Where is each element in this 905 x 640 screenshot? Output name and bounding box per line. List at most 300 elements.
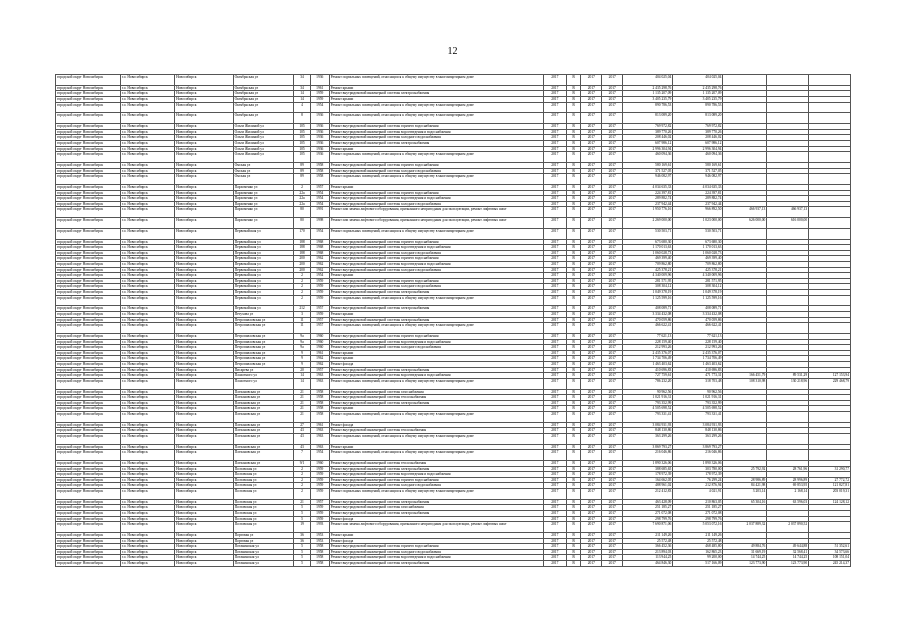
cell-year-built: 1936	[310, 140, 329, 146]
cell-house: 11	[294, 323, 311, 334]
cell-house: 8	[294, 113, 311, 124]
cell-municipality: городской округ Новосибирск	[56, 378, 121, 389]
cell-total-cost: 2 435 298,76	[623, 85, 673, 91]
cell-work-type: Ремонт подвальных помещений, относящихся к общему имуществу в многоквартирном доме	[329, 323, 543, 334]
cell-city: Новосибирск	[175, 146, 234, 152]
cell-total-cost: 1 463 403,62	[623, 361, 673, 367]
cell-house: 2	[294, 295, 311, 306]
cell-cost-owners	[723, 152, 767, 163]
cell-total-cost: 271 072,08	[623, 511, 673, 517]
cell-end-year: 2017	[602, 522, 623, 533]
cell-work-type: Ремонт подвальных помещений, относящихся к общему имуществу в многоквартирном доме	[329, 450, 543, 461]
cell-end-year: 2017	[602, 356, 623, 362]
cell-start-year: 2017	[543, 256, 566, 262]
cell-end-year: 2017	[602, 373, 623, 379]
cell-work-type: Ремонт внутридомовой инженерной системы электроснабжения	[329, 290, 543, 296]
cell-start-year: 2017	[543, 533, 566, 539]
cell-settlement: г.о. Новосибирск	[120, 522, 174, 533]
cell-city: Новосибирск	[175, 75, 234, 86]
cell-plan-year: 2017	[581, 334, 602, 340]
cell-type: В	[566, 174, 581, 185]
cell-type: В	[566, 168, 581, 174]
cell-municipality: городской округ Новосибирск	[56, 228, 121, 239]
cell-year-built: 1963	[310, 428, 329, 434]
cell-year-built: 1954	[310, 450, 329, 461]
cell-settlement: г.о. Новосибирск	[120, 533, 174, 539]
cell-end-year: 2017	[602, 174, 623, 185]
cell-work-type: Ремонт внутридомовой инженерной системы горячего водоснабжения	[329, 124, 543, 130]
cell-cost-fund: 289 882,74	[673, 196, 723, 202]
cell-cost-other: 34 573,66	[809, 549, 851, 555]
cell-municipality: городской округ Новосибирск	[56, 207, 121, 218]
cell-settlement: г.о. Новосибирск	[120, 422, 174, 428]
cell-street: Первомайская ул	[233, 278, 294, 284]
cell-house: 21	[294, 400, 311, 406]
cell-settlement: г.о. Новосибирск	[120, 555, 174, 561]
cell-street: Потанинская ул	[233, 561, 294, 567]
cell-settlement: г.о. Новосибирск	[120, 499, 174, 505]
cell-municipality: городской округ Новосибирск	[56, 345, 121, 351]
cell-cost-fund: 99 200,00	[673, 555, 723, 561]
cell-city: Новосибирск	[175, 472, 234, 478]
cell-end-year: 2017	[602, 466, 623, 472]
cell-year-built: 1936	[310, 152, 329, 163]
cell-cost-fund: 410 696,83	[673, 367, 723, 373]
cell-total-cost: 90 962,56	[623, 389, 673, 395]
cell-work-type: Ремонт внутридомовой инженерной системы водоотведения и водоснабжения	[329, 129, 543, 135]
cell-cost-budget: 14 744,25	[767, 555, 809, 561]
cell-municipality: городской округ Новосибирск	[56, 91, 121, 97]
cell-municipality: городской округ Новосибирск	[56, 75, 121, 86]
cell-end-year: 2017	[602, 207, 623, 218]
cell-settlement: г.о. Новосибирск	[120, 466, 174, 472]
cell-plan-year: 2017	[581, 190, 602, 196]
cell-type: В	[566, 367, 581, 373]
cell-type: В	[566, 334, 581, 340]
cell-start-year: 2017	[543, 129, 566, 135]
cell-settlement: г.о. Новосибирск	[120, 184, 174, 190]
cell-city: Новосибирск	[175, 312, 234, 318]
cell-type: В	[566, 466, 581, 472]
cell-street: Ольги Жилиной ул	[233, 146, 294, 152]
cell-work-type: Ремонт внутридомовой инженерной системы холодного водоснабжения	[329, 284, 543, 290]
cell-city: Новосибирск	[175, 267, 234, 273]
cell-year-built: 1953	[310, 533, 329, 539]
cell-start-year: 2017	[543, 411, 566, 422]
cell-type: В	[566, 505, 581, 511]
cell-plan-year: 2017	[581, 422, 602, 428]
cell-total-cost: 848 130,86	[623, 428, 673, 434]
cell-cost-budget: 49 644,88	[767, 544, 809, 550]
cell-year-built: 1959	[310, 312, 329, 318]
cell-street: Петропавловская ул	[233, 345, 294, 351]
cell-cost-fund: 1 135 207,09	[673, 91, 723, 97]
cell-start-year: 2017	[543, 75, 566, 86]
cell-cost-fund: 769 972,82	[673, 124, 723, 130]
cell-start-year: 2017	[543, 245, 566, 251]
cell-end-year: 2017	[602, 306, 623, 312]
cell-cost-budget: 466 937,13	[767, 207, 809, 218]
cell-city: Новосибирск	[175, 549, 234, 555]
cell-work-type: Ремонт фасада	[329, 422, 543, 428]
cell-total-cost: 1 060 028,73	[623, 250, 673, 256]
cell-city: Новосибирск	[175, 356, 234, 362]
cell-cost-fund: 211 149,26	[673, 533, 723, 539]
table-row	[56, 218, 851, 229]
cell-house: 43	[294, 444, 311, 450]
cell-cost-fund: 890 786,53	[673, 102, 723, 113]
cell-year-built: 1963	[310, 373, 329, 379]
cell-municipality: городской округ Новосибирск	[56, 422, 121, 428]
cell-end-year: 2017	[602, 339, 623, 345]
cell-start-year: 2017	[543, 262, 566, 268]
cell-cost-other: 31 290,77	[809, 466, 851, 472]
cell-cost-other	[809, 522, 851, 533]
cell-start-year: 2017	[543, 146, 566, 152]
cell-street: Портовая ул	[233, 538, 294, 544]
cell-type: В	[566, 96, 581, 102]
cell-work-type: Ремонт внутридомовой инженерной системы электроснабжения	[329, 499, 543, 505]
cell-type: В	[566, 201, 581, 207]
cell-settlement: г.о. Новосибирск	[120, 334, 174, 340]
cell-street: Омская ул	[233, 162, 294, 168]
cell-city: Новосибирск	[175, 135, 234, 141]
cell-type: В	[566, 267, 581, 273]
cell-year-built: 1936	[310, 124, 329, 130]
cell-plan-year: 2017	[581, 239, 602, 245]
cell-year-built: 1963	[310, 378, 329, 389]
cell-cost-fund: 371 527,05	[673, 168, 723, 174]
cell-plan-year: 2017	[581, 168, 602, 174]
cell-end-year: 2017	[602, 461, 623, 467]
cell-cost-fund: 3 869 793,27	[673, 444, 723, 450]
cell-year-built: 1968	[310, 250, 329, 256]
cell-end-year: 2017	[602, 146, 623, 152]
cell-street: Пархоменко ул	[233, 190, 294, 196]
cell-street: Плехановская ул	[233, 433, 294, 444]
cell-year-built: 1959	[310, 466, 329, 472]
cell-house: 3	[294, 312, 311, 318]
cell-settlement: г.о. Новосибирск	[120, 85, 174, 91]
cell-street: Первомайская ул	[233, 290, 294, 296]
cell-house: 2	[294, 477, 311, 483]
cell-street: Плехановская ул	[233, 395, 294, 401]
cell-type: В	[566, 544, 581, 550]
cell-end-year: 2017	[602, 113, 623, 124]
cell-year-built: 1958	[310, 406, 329, 412]
cell-city: Новосибирск	[175, 290, 234, 296]
cell-plan-year: 2017	[581, 472, 602, 478]
cell-start-year: 2017	[543, 190, 566, 196]
cell-work-type: Ремонт крыши	[329, 350, 543, 356]
cell-type: В	[566, 317, 581, 323]
cell-total-cost: 463 428,09	[623, 499, 673, 505]
cell-end-year: 2017	[602, 312, 623, 318]
cell-house: 200	[294, 267, 311, 273]
cell-cost-fund: 1 125 599,16	[673, 295, 723, 306]
cell-settlement: г.о. Новосибирск	[120, 361, 174, 367]
cell-cost-fund: 363 299,26	[673, 433, 723, 444]
cell-total-cost: 363 299,26	[623, 433, 673, 444]
cell-municipality: городской округ Новосибирск	[56, 511, 121, 517]
cell-end-year: 2017	[602, 295, 623, 306]
cell-house: 9	[294, 361, 311, 367]
cell-work-type: Ремонт внутридомовой инженерной системы газоснабжения	[329, 389, 543, 395]
cell-city: Новосибирск	[175, 239, 234, 245]
cell-total-cost: 224 397,81	[623, 190, 673, 196]
cell-cost-fund: 408 089,71	[673, 306, 723, 312]
cell-house: 14	[294, 96, 311, 102]
cell-house: 14	[294, 378, 311, 389]
cell-settlement: г.о. Новосибирск	[120, 339, 174, 345]
cell-work-type: Ремонт внутридомовой инженерной системы холодного водоснабжения	[329, 201, 543, 207]
cell-work-type: Ремонт внутридомовой инженерной системы электроснабжения	[329, 561, 543, 567]
cell-house: 2	[294, 184, 311, 190]
cell-house: 9/1	[294, 461, 311, 467]
cell-start-year: 2017	[543, 290, 566, 296]
cell-start-year: 2017	[543, 555, 566, 561]
cell-year-built: 1959	[310, 96, 329, 102]
cell-city: Новосибирск	[175, 538, 234, 544]
cell-total-cost: 211 149,26	[623, 533, 673, 539]
cell-municipality: городской округ Новосибирск	[56, 129, 121, 135]
cell-street: Пархоменко ул	[233, 218, 294, 229]
cell-year-built: 1962	[310, 361, 329, 367]
cell-end-year: 2017	[602, 477, 623, 483]
cell-settlement: г.о. Новосибирск	[120, 102, 174, 113]
cell-house: 11	[294, 317, 311, 323]
cell-city: Новосибирск	[175, 395, 234, 401]
cell-cost-budget	[767, 323, 809, 334]
cell-house: 105	[294, 152, 311, 163]
cell-type: В	[566, 262, 581, 268]
cell-city: Новосибирск	[175, 306, 234, 312]
cell-plan-year: 2017	[581, 561, 602, 567]
cell-city: Новосибирск	[175, 91, 234, 97]
cell-total-cost: 389 770,26	[623, 129, 673, 135]
cell-street: Плахотного ул	[233, 378, 294, 389]
cell-municipality: городской округ Новосибирск	[56, 306, 121, 312]
cell-type: В	[566, 489, 581, 500]
cell-city: Новосибирск	[175, 561, 234, 567]
cell-plan-year: 2017	[581, 522, 602, 533]
cell-work-type: Ремонт внутридомовой инженерной системы теплоснабжения	[329, 461, 543, 467]
cell-year-built: 1958	[310, 174, 329, 185]
cell-plan-year: 2017	[581, 538, 602, 544]
cell-type: В	[566, 218, 581, 229]
cell-start-year: 2017	[543, 162, 566, 168]
cell-house: 21	[294, 406, 311, 412]
cell-year-built: 1936	[310, 146, 329, 152]
cell-cost-fund: 1 023 000,00	[673, 218, 723, 229]
cell-cost-owners: 49 884,76	[723, 544, 767, 550]
cell-settlement: г.о. Новосибирск	[120, 356, 174, 362]
cell-type: В	[566, 273, 581, 279]
cell-start-year: 2017	[543, 472, 566, 478]
cell-municipality: городской округ Новосибирск	[56, 477, 121, 483]
cell-total-cost: 946 082,97	[623, 174, 673, 185]
cell-house: 4	[294, 102, 311, 113]
cell-work-type: Ремонт подвальных помещений, относящихся к общему имуществу в многоквартирном доме	[329, 174, 543, 185]
cell-start-year: 2017	[543, 184, 566, 190]
cell-city: Новосибирск	[175, 284, 234, 290]
cell-city: Новосибирск	[175, 516, 234, 522]
cell-year-built: 1954	[310, 102, 329, 113]
cell-settlement: г.о. Новосибирск	[120, 395, 174, 401]
cell-house: 89	[294, 168, 311, 174]
cell-end-year: 2017	[602, 450, 623, 461]
cell-start-year: 2017	[543, 85, 566, 91]
cell-end-year: 2017	[602, 152, 623, 163]
cell-end-year: 2017	[602, 256, 623, 262]
cell-total-cost: 580 169,61	[623, 162, 673, 168]
cell-cost-other: 108 151,04	[809, 555, 851, 561]
cell-cost-owners: 108 310,98	[723, 378, 767, 389]
cell-municipality: городской округ Новосибирск	[56, 196, 121, 202]
cell-type: В	[566, 135, 581, 141]
cell-total-cost: 298 799,76	[623, 516, 673, 522]
cell-end-year: 2017	[602, 239, 623, 245]
cell-city: Новосибирск	[175, 162, 234, 168]
cell-total-cost: 1 170 013,63	[623, 245, 673, 251]
cell-total-cost: 366 452,36	[623, 544, 673, 550]
cell-type: В	[566, 140, 581, 146]
cell-end-year: 2017	[602, 334, 623, 340]
cell-settlement: г.о. Новосибирск	[120, 411, 174, 422]
cell-work-type: Ремонт подвальных помещений, относящихся к общему имуществу в многоквартирном доме	[329, 489, 543, 500]
cell-settlement: г.о. Новосибирск	[120, 516, 174, 522]
cell-start-year: 2017	[543, 489, 566, 500]
cell-start-year: 2017	[543, 373, 566, 379]
cell-end-year: 2017	[602, 168, 623, 174]
cell-total-cost: 673 680,30	[623, 239, 673, 245]
cell-house: 2	[294, 284, 311, 290]
cell-start-year: 2017	[543, 466, 566, 472]
cell-work-type: Ремонт подвальных помещений, относящихся к общему имуществу в многоквартирном доме	[329, 433, 543, 444]
cell-end-year: 2017	[602, 428, 623, 434]
cell-total-cost: 4 340 009,96	[623, 273, 673, 279]
cell-municipality: городской округ Новосибирск	[56, 284, 121, 290]
cell-cost-budget: 2 168,14	[767, 489, 809, 500]
cell-cost-fund: 298 799,76	[673, 516, 723, 522]
cell-plan-year: 2017	[581, 278, 602, 284]
cell-city: Новосибирск	[175, 273, 234, 279]
cell-settlement: г.о. Новосибирск	[120, 350, 174, 356]
cell-house: 9а	[294, 345, 311, 351]
cell-year-built: 1958	[310, 168, 329, 174]
cell-city: Новосибирск	[175, 102, 234, 113]
cell-year-built: 1959	[310, 489, 329, 500]
cell-start-year: 2017	[543, 168, 566, 174]
cell-cost-other: 27 772,72	[809, 477, 851, 483]
cell-total-cost: 1 021 916,31	[623, 395, 673, 401]
cell-house: 105	[294, 135, 311, 141]
cell-start-year: 2017	[543, 140, 566, 146]
cell-work-type: Ремонт крыши	[329, 96, 543, 102]
cell-municipality: городской округ Новосибирск	[56, 499, 121, 505]
cell-start-year: 2017	[543, 395, 566, 401]
cell-house: 105	[294, 129, 311, 135]
cell-cost-budget	[767, 228, 809, 239]
cell-work-type: Ремонт внутридомовой инженерной системы холодного водоснабжения	[329, 345, 543, 351]
cell-cost-fund: 2 996 304,94	[673, 146, 723, 152]
cell-municipality: городской округ Новосибирск	[56, 411, 121, 422]
table-row	[56, 113, 851, 124]
cell-work-type: Ремонт внутридомовой инженерной системы горячего водоснабжения	[329, 239, 543, 245]
cell-street: Октябрьская ул	[233, 102, 294, 113]
cell-cost-budget	[767, 450, 809, 461]
cell-municipality: городской округ Новосибирск	[56, 339, 121, 345]
cell-plan-year: 2017	[581, 207, 602, 218]
cell-cost-fund: 793 331,41	[673, 411, 723, 422]
cell-cost-fund: 1 734 706,49	[673, 356, 723, 362]
cell-house: 80	[294, 218, 311, 229]
cell-street: Плехановская ул	[233, 411, 294, 422]
cell-street: Первомайская ул	[233, 262, 294, 268]
cell-total-cost: 2 996 304,94	[623, 146, 673, 152]
cell-cost-fund: 1 890 326,06	[673, 461, 723, 467]
cell-type: В	[566, 561, 581, 567]
cell-type: В	[566, 245, 581, 251]
cell-year-built: 1958	[310, 544, 329, 550]
cell-total-cost: 460 094,36	[623, 152, 673, 163]
cell-street: Полтавская ул	[233, 483, 294, 489]
cell-house: 5	[294, 555, 311, 561]
cell-plan-year: 2017	[581, 135, 602, 141]
cell-start-year: 2017	[543, 239, 566, 245]
cell-street: Петропавловская ул	[233, 361, 294, 367]
cell-total-cost: 77 621,13	[623, 334, 673, 340]
cell-cost-budget	[767, 152, 809, 163]
table-row	[56, 102, 851, 113]
cell-total-cost: 289 882,74	[623, 196, 673, 202]
cell-street: Плехановская ул	[233, 428, 294, 434]
cell-settlement: г.о. Новосибирск	[120, 146, 174, 152]
cell-work-type: Ремонт внутридомовой инженерной системы электроснабжения	[329, 400, 543, 406]
table-row	[56, 152, 851, 163]
cell-street: Плехановская ул	[233, 422, 294, 428]
cell-municipality: городской округ Новосибирск	[56, 555, 121, 561]
cell-municipality: городской округ Новосибирск	[56, 472, 121, 478]
cell-total-cost: 308 304,12	[623, 284, 673, 290]
cell-house: 9	[294, 350, 311, 356]
cell-cost-fund: 471 773,31	[673, 373, 723, 379]
cell-cost-other: 124 128,12	[809, 499, 851, 505]
cell-settlement: г.о. Новосибирск	[120, 168, 174, 174]
cell-work-type: Ремонт или замена лифтового оборудования, признанного непригодным для эксплуатации, ремонт лифтовых шахт	[329, 207, 543, 218]
cell-municipality: городской округ Новосибирск	[56, 373, 121, 379]
table-row	[56, 411, 851, 422]
cell-street: Плехановская ул	[233, 461, 294, 467]
cell-municipality: городской округ Новосибирск	[56, 549, 121, 555]
cell-city: Новосибирск	[175, 400, 234, 406]
cell-year-built: 1959	[310, 472, 329, 478]
cell-plan-year: 2017	[581, 511, 602, 517]
cell-year-built: 1954	[310, 196, 329, 202]
cell-start-year: 2017	[543, 477, 566, 483]
cell-cost-fund: 308 304,12	[673, 284, 723, 290]
cell-house: 105	[294, 146, 311, 152]
cell-start-year: 2017	[543, 422, 566, 428]
cell-settlement: г.о. Новосибирск	[120, 96, 174, 102]
cell-house: 212	[294, 306, 311, 312]
cell-street: Пархоменко ул	[233, 196, 294, 202]
cell-type: В	[566, 406, 581, 412]
cell-total-cost: 216 046,86	[623, 450, 673, 461]
cell-total-cost: 727 759,61	[623, 373, 673, 379]
cell-end-year: 2017	[602, 323, 623, 334]
cell-house: 9	[294, 356, 311, 362]
